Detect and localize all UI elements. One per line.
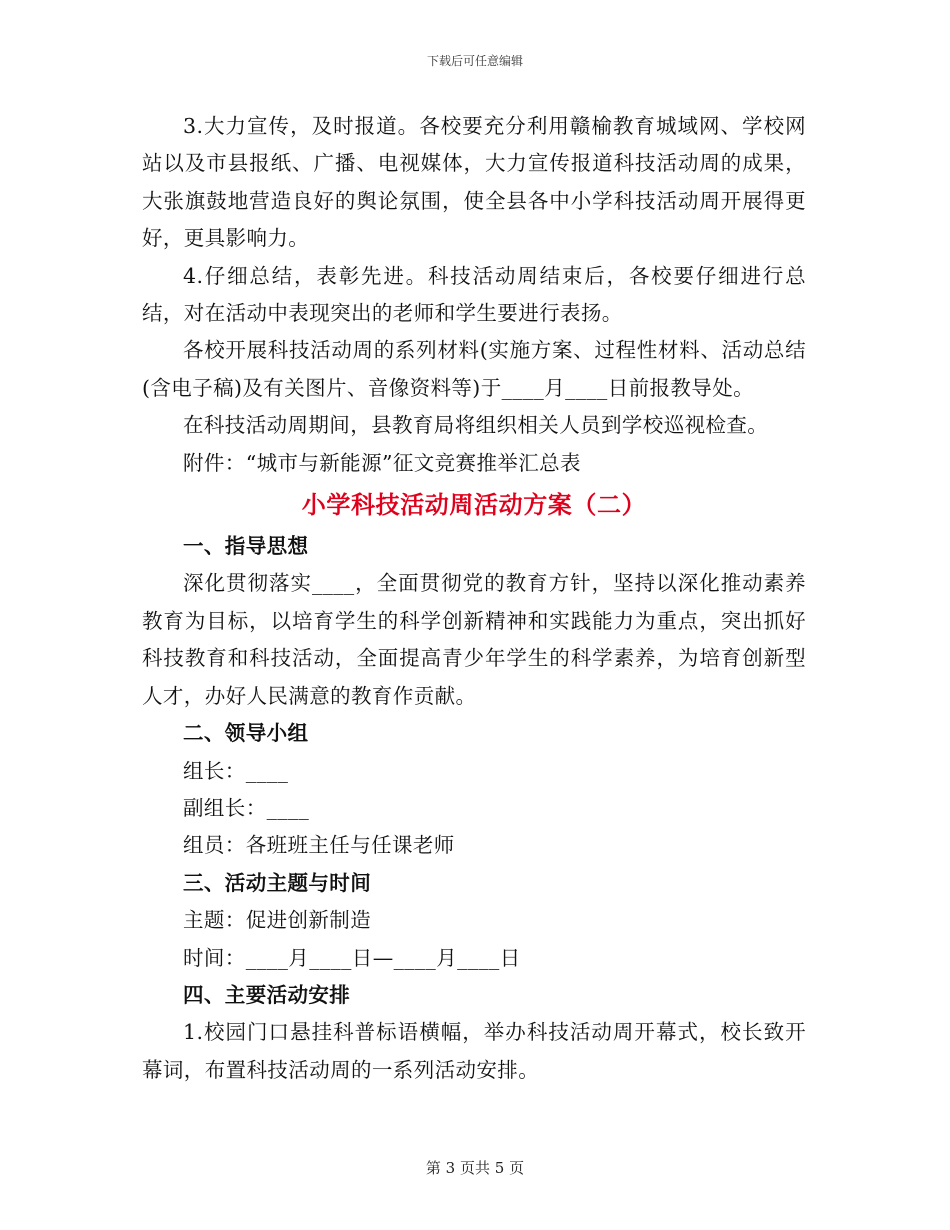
line-group-leader: 组长：____	[183, 758, 289, 783]
paragraph-attachment: 附件：“城市与新能源”征文竞赛推举汇总表	[183, 450, 581, 475]
paragraph-activity-1: 1.校园门口悬挂科普标语横幅，举办科技活动周开幕式，校长致开幕词，布置科技活动周的一系列活动安排。	[142, 1020, 806, 1082]
paragraph-materials: 各校开展科技活动周的系列材料(实施方案、过程性材料、活动总结(含电子稿)及有关图片、音像资料等)于____月____日前报教导处。	[142, 338, 806, 400]
page-header: 下载后可任意编辑	[426, 54, 523, 68]
paragraph-inspection: 在科技活动周期间，县教育局将组织相关人员到学校巡视检查。	[183, 413, 769, 438]
heading-guiding-ideology: 一、指导思想	[183, 534, 309, 559]
paragraph-publicity: 3.大力宣传，及时报道。各校要充分利用赣榆教育城域网、学校网站以及市县报纸、广播、电视媒体，大力宣传报道科技活动周的成果，大张旗鼓地营造良好的舆论氛围，使全县各中小学科技活动周开展得更好，更具影响力。	[142, 114, 806, 251]
section-title: 小学科技活动周活动方案（二）	[301, 490, 647, 520]
document-body	[142, 108, 806, 1089]
line-deputy-leader: 副组长：____	[183, 795, 310, 820]
heading-theme-and-time: 三、活动主题与时间	[183, 870, 372, 895]
paragraph-summary: 4.仔细总结，表彰先进。科技活动周结束后，各校要仔细进行总结，对在活动中表现突出的老师和学生要进行表扬。	[142, 263, 806, 326]
paragraph-guiding-ideology: 深化贯彻落实____，全面贯彻党的教育方针，坚持以深化推动素养教育为目标，以培育学生的科学创新精神和实践能力为重点，突出抓好科技教育和科技活动，全面提高青少年学生的科学素养，为培育创新型人才，办好人民满意的教育作贡献。	[142, 571, 806, 708]
line-theme: 主题：促进创新制造	[183, 908, 372, 933]
line-group-members: 组员：各班班主任与任课老师	[183, 833, 455, 858]
page-footer: 第 3 页共 5 页	[425, 1159, 525, 1177]
line-time: 时间：____月____日—____月____日	[183, 945, 521, 970]
heading-leadership-group: 二、领导小组	[183, 721, 309, 746]
heading-main-activities: 四、主要活动安排	[183, 982, 351, 1007]
